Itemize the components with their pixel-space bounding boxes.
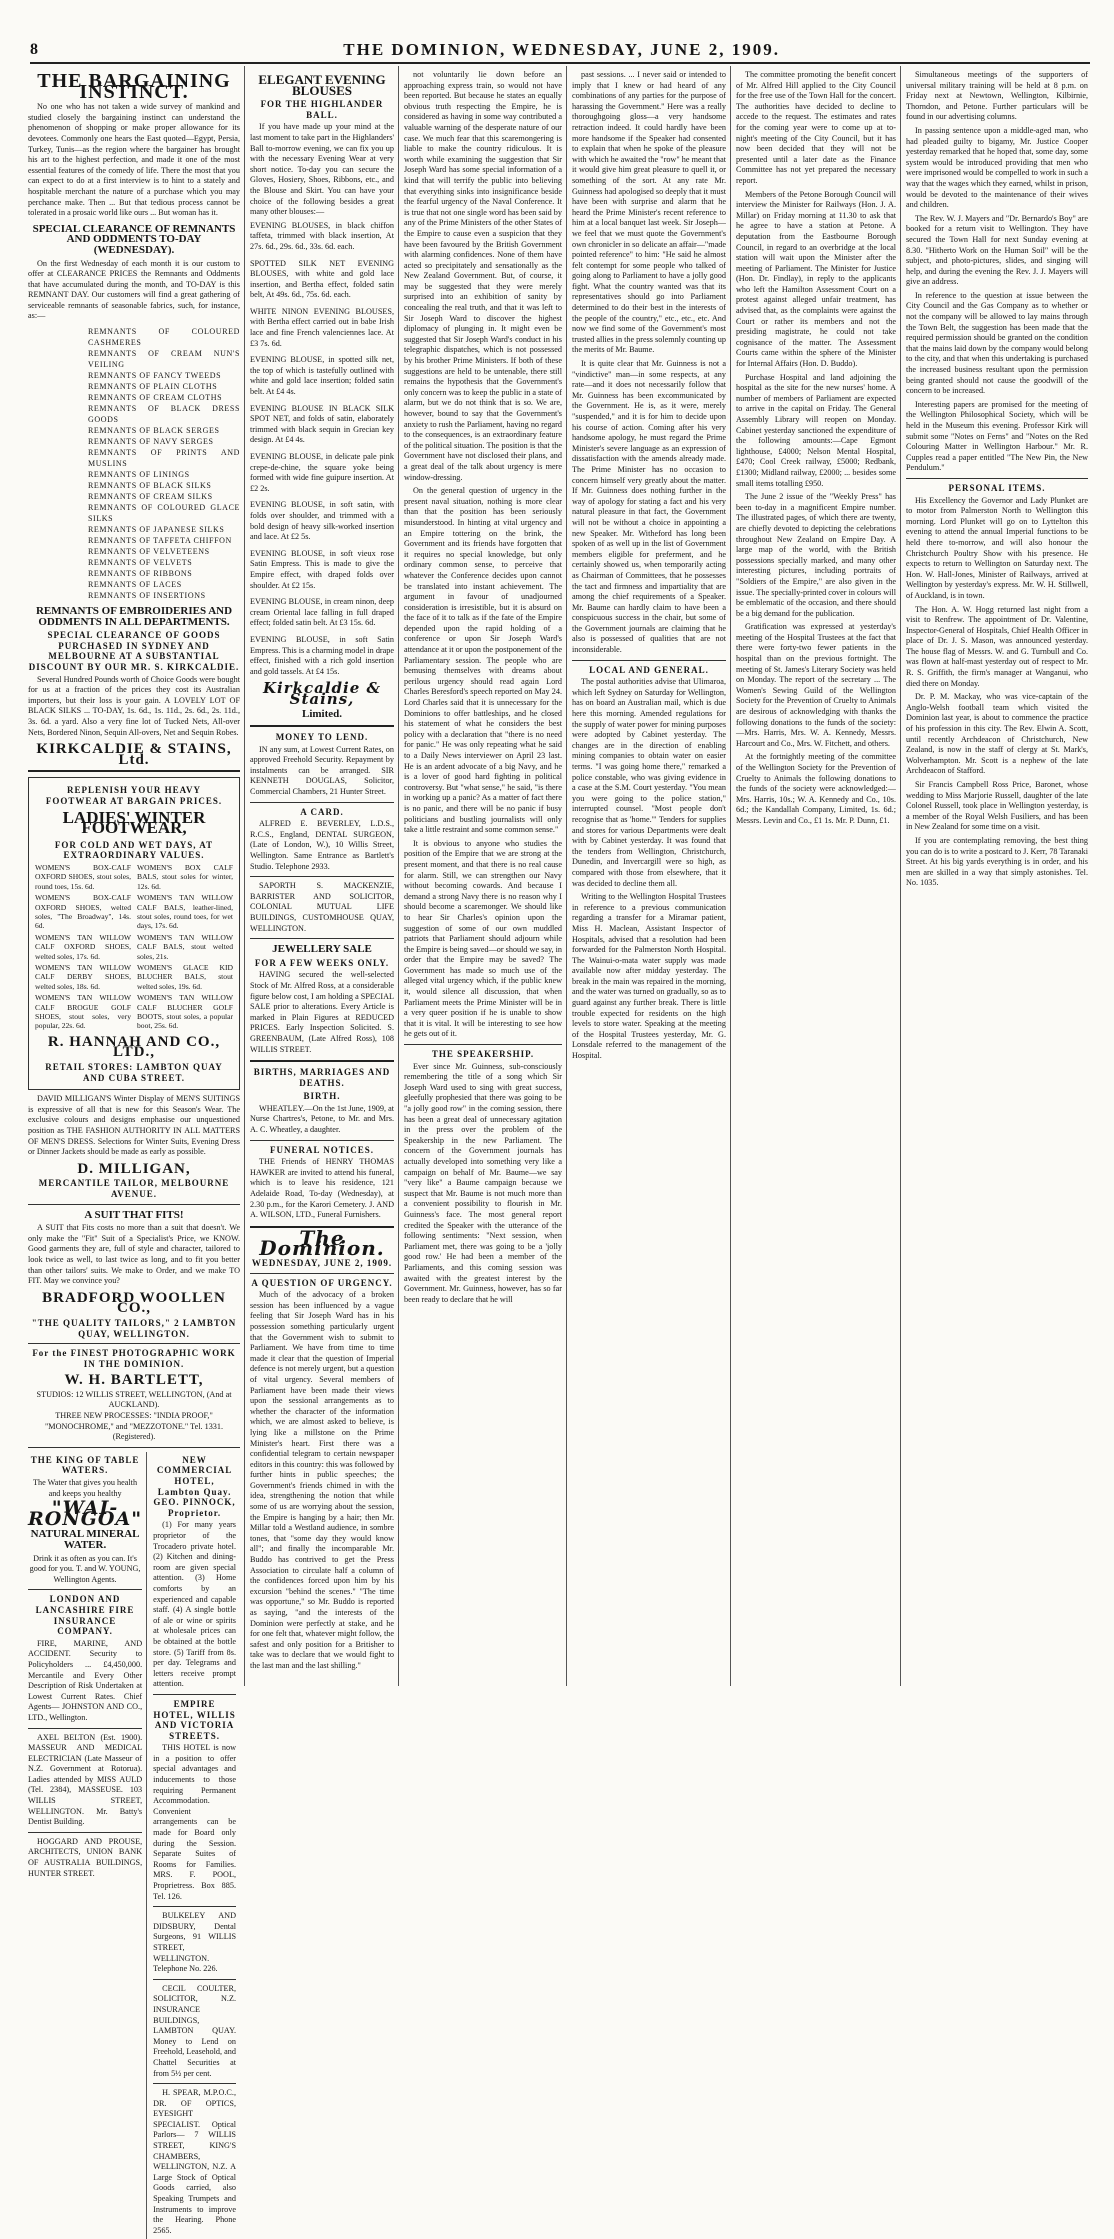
elegant-title: ELEGANT EVENING BLOUSES xyxy=(258,72,386,98)
card-text: ALFRED E. BEVERLEY, L.D.S., R.C.S., England, DENTAL SURGEON, (Late of London, W.), 10 Willis Street, Wellington. Same Entrance as Bartlett's Studio. Telephone 2933. xyxy=(250,819,394,871)
personal-text-5: If you are contemplating removing, the best thing you can do is to write a postcard to J. Kerr, 78 Taranaki Street. At his big yards everything is in order, and his men are skilled in a way that simply astonishes. Tel. No. 1035. xyxy=(906,835,1088,888)
urgency-title: A QUESTION OF URGENCY. xyxy=(251,1277,393,1288)
list-item: REMNANTS OF CREAM NUN'S VEILING xyxy=(88,349,240,370)
news-text-6: At the fortnightly meeting of the committee of the Wellington Society for the Prevention of Cruelty to Animals the following donations to the funds of the society were acknowledged:—Mrs. Harris, 10s.; W. A. Kennedy and Co., 10s. 6d.; the Kandallah Company, Limited, 1s. 6d.; Messrs. Levin and Co., £1 1s. Mr. P. Dunn, £1. xyxy=(736,752,896,825)
list-item: REMNANTS OF INSERTIONS xyxy=(88,591,206,601)
list-item: EVENING BLOUSE, in delicate pale pink crepe-de-chine, the square yoke being formed with wide fine guipure insertion. At £2 2s. xyxy=(250,452,394,493)
speakership-cont-1: past sessions. ... I never said or intended to imply that I knew or had heard of any combinations of any parties for the purpose of harassing the Government." Here was a really thoroughgoing gloss—a very handsome retraction indeed. It could hardly have been more handsome if the Speaker had consented to explain that when he spoke of the pleasure with which he awaited the "row" he meant that it would give him great pleasure to quell it, or something of the sort. At any rate Mr. Guinness had apologised so deeply that it must have been with surprise and alarm that he heard the Prime Minister's recent reference to him at a local banquet last week. Sir Joseph—we feel that we must quote the Government's own chronicler in so delicate an affair—"made pointed reference" to him: "He said he almost felt contempt for some people who talked of going along to Parliament to have a jolly good fight. What the country wanted was that its representatives should go into Parliament determined to do their best in the interests of the people of the country," etc., etc., etc. And now we find some of the Government's most trusted allies in the press solemnly counting up the merits of Mr. Baume. xyxy=(572,70,726,355)
coulter-ad: CECIL COULTER, SOLICITOR, N.Z. INSURANCE BUILDINGS, LAMBTON QUAY. Money to Lend on Freehold, Leasehold, and Chattel Securities at from 5½ per cent. xyxy=(153,1983,236,2078)
bartlett-head: For the FINEST PHOTOGRAPHIC WORK IN THE DOMINION. xyxy=(32,1348,236,1369)
speakership-title: THE SPEAKERSHIP. xyxy=(431,1049,535,1060)
list-item: REMNANTS OF NAVY SERGES xyxy=(88,437,214,447)
list-item: REMNANTS OF LACES xyxy=(88,580,182,590)
list-item: REMNANTS OF CREAM CLOTHS xyxy=(88,393,223,403)
footwear-grid xyxy=(35,863,233,1031)
editorial-text-2: On the general question of urgency in the present naval situation, nothing is more clear than that the position has been seriously misunderstood. In hinting at vital urgency and an Empire tottering on the brink, the Government and its friends have forgotten that it requires no special knowledge, but only ordinary common sense, to perceive that whatever the Conference decides upon cannot be translated into instant achievement. The argument in favour of unadjourned consideration is irresistible, but it is absurd on the face of it to talk as if the fate of the Empire depended upon the rapid holding of a conference or upon Sir Joseph Ward's attendance at it or upon the postponement of the Parliamentary session. The people who are bemusing themselves with dreams about perilous urgency should read again Lord Charles Beresford's speech reported on May 24. Lord Charles said that it is unnecessary for the Dominions to offer battleships, and he closed his statement of what he considers the best policy with a declaration that "there is no need for panic." He was only repeating what he said to a Daily News interviewer on April 23 last. He is an ardent advocate of a big Navy, and he is a lover of good hard fighting in political controversy. But "what sense," he said, "is there in working up a panic? As a matter of fact there is no panic, and there will be no panic if busy politicians and bustling journalists will only take a little restraint and some common sense." xyxy=(404,486,562,835)
jewellery-subtitle: FOR A FEW WEEKS ONLY. xyxy=(254,957,390,968)
clearance-text: On the first Wednesday of each month it is our custom to offer at CLEARANCE PRICES the Remnants and Oddments that have accumulated during the month, and TO-DAY is this REMNANT DAY. Our customers will find a great gathering of serviceable remnants of seasonable fabrics, such, for instance, as:— xyxy=(28,258,240,321)
bargaining-headline: THE BARGAINING INSTINCT. xyxy=(37,70,231,103)
spear-ad: H. SPEAR, M.P.O.C., DR. OF OPTICS, EYESIGHT SPECIALIST. Optical Parlors— 7 WILLIS STREET, KING'S CHAMBERS, WELLINGTON, N.Z. A Large Stock of Optical Goods carried, also Speaking Trumpets and Instruments to improve the Hearing. Phone 2565. xyxy=(153,2088,236,2235)
hoggard-ad: HOGGARD AND PROUSE, ARCHITECTS, UNION BANK OF AUSTRALIA BUILDINGS, HUNTER STREET. xyxy=(28,1836,143,1878)
column-4 xyxy=(572,70,726,1685)
list-item: EVENING BLOUSE, in soft Satin Empress. This is a charming model in drape effect, finished with a rich gold insertion and gold tassels. At £4 15s. xyxy=(250,634,395,676)
list-item: REMNANTS OF JAPANESE SILKS xyxy=(88,525,225,535)
news-text-4: The June 2 issue of the "Weekly Press" has been to-day in a magnificent Empire number. The illustrated pages, of which there are twenty, are chiefly devoted to depicting the celebrations throughout New Zealand on Empire Day. A large map of the world, with the British possessions specially marked, and many other interesting pictures, including portraits of "Soldiers of the Empire," are also given in the issue. The specially-printed cover in colours will be emblematic of the occasion, and there should be a big demand for the publication. xyxy=(736,492,896,618)
card-title: A CARD. xyxy=(300,806,344,817)
waironga-footer: Drink it as often as you can. It's good for you. T. and W. YOUNG, Wellington Agents. xyxy=(29,1553,141,1584)
money-title: MONEY TO LEND. xyxy=(275,732,369,743)
list-item: EVENING BLOUSES, in black chiffon taffeta, trimmed with black insertion, At 27s. 6d., 29s. 6d., 33s. 6d. each. xyxy=(250,220,394,251)
funeral-text: THE Friends of HENRY THOMAS HAWKER are invited to attend his funeral, which is to leave his residence, 121 Adelaide Road, To-day (Wednesday), at 2.30 p.m., for the Karori Cemetery. J. AND A. WILSON, LTD., Funeral Furnishers. xyxy=(250,1157,394,1220)
milligan-name: D. MILLIGAN, xyxy=(77,1160,191,1177)
page-number: 8 xyxy=(30,41,38,58)
bulkeley-ad: BULKELEY AND DIDSBURY, Dental Surgeons, 91 WILLIS STREET, WELLINGTON. Telephone No. 226. xyxy=(153,1911,236,1974)
editorial-text-3: It is obvious to anyone who studies the position of the Empire that we are strong at the present moment, and that there is no real cause for alarm. Still, we can strengthen our Navy without becoming cowards. And because I demand a strong Navy there is no reason why I should become a scaremonger. We should like to hear Sir Charles's opinion upon the suggestion of some of our own muddled patriots that Parliament should adjourn while the Empire is being saved—or should we say, in order that the Empire may be saved? The Government has made so much use of the alleged vital urgency which, if the public knew it, would silence all discussion, that when Parliament meets the Prime Minister will be in a very queer position if he is unable to show that it is vital. It will be interesting to see how he gets out of it. xyxy=(404,838,562,1039)
list-item: REMNANTS OF PRINTS AND MUSLINS xyxy=(88,448,240,469)
bartlett-address: STUDIOS: 12 WILLIS STREET, WELLINGTON, (And at AUCKLAND). xyxy=(36,1389,232,1410)
nc-hotel-name: NEW COMMERCIAL HOTEL, Lambton Quay. GEO. PINNOCK, Proprietor. xyxy=(153,1454,236,1518)
personal-text-1: His Excellency the Governor and Lady Plunket are to motor from Palmerston North to Wellington this morning. Lord Plunket will go on to Lyttelton this evening to attend the annual Imperial functions to be held there to-morrow, and will also honour the Christchurch Poultry Show with his presence. He expects to return to Wellington on Saturday next. The Hon. W. Hall-Jones, Minister of Railways, arrived at Wellington by yesterday's express. Mr. W. H. Stillwell, of Auckland, is in town. xyxy=(906,495,1088,600)
list-item: WOMEN'S GLACE KID BLUCHER BALS, stout welted soles, 19s. 6d. xyxy=(137,963,233,991)
footwear-subtitle: FOR COLD AND WET DAYS, AT EXTRAORDINARY VALUES. xyxy=(54,839,214,861)
news-text-11: Interesting papers are promised for the meeting of the Wellington Philosophical Society, which will be held in the Museum this evening. Professor Kirk will submit some "Notes on Ferns" and "Notes on the Red Colouring Matter in Wellington Harbour." Mr. R. Cupples read a paper entitled "The New Pin, the New Pendulum." xyxy=(906,399,1088,473)
personal-items-title: PERSONAL ITEMS. xyxy=(948,482,1046,493)
speakership-text: Ever since Mr. Guinness, sub-consciously remembering the title of a song which Sir Joseph Ward used to sing with great success, gleefully prophesied that there was going to be "a jolly good row" in the coming session, there has been a great deal of unnecessary agitation in the press over the problem of the Speakership in the new Parliament. The concern of the Government journals has actually developed into something very like a campaign on behalf of Mr. Baume—we say "very like" a Baume campaign because we suspect that Mr. Baume is not much more than a convenient possibility to flourish in Mr. Guinness's face. The most general report credited the Speaker with the utterance of the following sentiments: "Next session, when Parliament met, there was going to be a 'jolly good row.' He had been a member of the Parliaments, and this coming session was awaited with the greatest interest by the Government. Mr. Guinness, however, has so far been ready to declare that he will xyxy=(404,1061,562,1304)
jewellery-title: JEWELLERY SALE xyxy=(272,943,372,956)
list-item: WOMEN'S TAN WILLOW CALF BALS, stout welted soles, 21s. xyxy=(137,932,233,961)
local-general-title: LOCAL AND GENERAL. xyxy=(589,664,709,675)
list-item: WOMEN'S TAN WILLOW CALF BROGUE GOLF SHOES, stout soles, very popular, 22s. 6d. xyxy=(35,993,131,1031)
list-item: WOMEN'S TAN WILLOW CALF OXFORD SHOES, welted soles, 17s. 6d. xyxy=(35,932,131,961)
news-text-8: In passing sentence upon a middle-aged man, who had pleaded guilty to bigamy, Mr. Justice Cooper yesterday remarked that he hoped that, some day, some system would be introduced providing that men who were imprisoned would be compelled to work in such a way that the wages which they earned, whilst in prison, would be devoted to the maintenance of their wives and children. xyxy=(906,125,1088,210)
shop-name: KIRKCALDIE & STAINS, Ltd. xyxy=(36,741,232,768)
money-text: IN any sum, at Lowest Current Rates, on approved Freehold Security. Repayment by instalments can be arranged. SIR KENNETH DOUGLAS, Solicitor, Commercial Chambers, 21 Hunter Street. xyxy=(250,744,394,797)
dominion-date: WEDNESDAY, JUNE 2, 1909. xyxy=(251,1258,393,1268)
clearance-title: SPECIAL CLEARANCE OF REMNANTS AND ODDMENTS TO-DAY (WEDNESDAY). xyxy=(32,222,236,256)
waironga-text: The Water that gives you health and keeps you healthy xyxy=(33,1478,138,1498)
list-item: REMNANTS OF BLACK SERGES xyxy=(88,426,220,436)
personal-text-2: The Hon. A. W. Hogg returned last night from a visit to Renfrew. The appointment of Dr. Valentine, Inspector-General of Hospitals, Chief Health Officer in place of Dr. J. S. Mason, was announced yesterday. The house flag of Messrs. W. and G. Turnbull and Co. was flown at half-mast yesterday out of respect to Mr. R. S. Griffith, the firm's manager at Wanganui, who died there on Monday. xyxy=(906,604,1088,688)
bartlett-name: W. H. BARTLETT, xyxy=(64,1372,204,1389)
footwear-head: REPLENISH YOUR HEAVY FOOTWEAR AT BARGAIN PRICES. xyxy=(45,785,223,806)
column-3 xyxy=(404,70,562,1685)
bargaining-intro: No one who has not taken a wide survey of mankind and studied closely the bargaining instinct can understand the phenomenon of shopping or make proper allowance for its devotees. Commonly one hears the East quoted—Egypt, Persia, Turkey, Tunis—as the region where the bargainer has brought his art to the highest perfection, and made it one of the most essential features of the comedy of life. There the most that you can expect to do at a first interview is to hint to a stately and hospitable merchant the nature of a purchase which you may perchance make. Then ... But that tedious process cannot be tolerated in a prosaic world like ours ... But woman has it. xyxy=(28,102,240,218)
suit-text: A SUIT that Fits costs no more than a suit that doesn't. We only make the "Fit" Suit of a Specialist's Price, we KNOW. Good garments they are, full of style and character, tailored to look twice as well, to last twice as long, and to fit you better than other tailors' suits. We make to Order, and we make TO FIT. May we convince you? xyxy=(28,1223,240,1286)
mackenzie-ad: SAPORTH S. MACKENZIE, BARRISTER AND SOLICITOR, COLONIAL MUTUAL LIFE BUILDINGS, CUSTOMHOUSE QUAY, WELLINGTON. xyxy=(250,881,394,933)
jewellery-text: HAVING secured the well-selected Stock of Mr. Alfred Ross, at a considerable figure below cost, I am holding a SPECIAL SALE prior to alterations. Every Article is marked in Plain Figures at REDUCED PRICES. Early Inspection Solicited. S. GREENBAUM, (Late Alfred Ross), 108 WILLIS STREET. xyxy=(250,970,394,1054)
column-rule xyxy=(900,66,901,1686)
news-text-5: Gratification was expressed at yesterday's meeting of the Hospital Trustees at the fact that there were forty-two fewer patients in the hospital than on the previous fortnight. The meeting of St. James's Literary Society was held on Monday. The report of the secretary ... The Women's Sewing Guild of the Wellington Society for the Prevention of Cruelty to Animals are desirous of acknowledging with thanks the following donations to the funds of the society:—Mrs. Harris, Mrs. W. A. Kennedy, Messrs. Harcourt and Co., Mrs. W. Fitchett, and others. xyxy=(736,622,896,748)
list-item: EVENING BLOUSE IN BLACK SILK SPOT NET, and folds of satin, elaborately trimmed with black sequin in Grecian key design. At £4 4s. xyxy=(250,403,394,445)
list-item: WOMEN'S TAN WILLOW CALF DERBY SHOES, welted soles, 18s. 6d. xyxy=(35,963,131,991)
list-item: REMNANTS OF COLOURED CASHMERES xyxy=(88,327,240,348)
editorial-text-1: not voluntarily lie down before an approaching express train, so would not have been reported. But because he states an equally obvious truth respecting the Empire, he is considered as having in some way contributed a valuable warning of the desperate nature of our case. We much fear that this scaremongering is liable to make the country ridiculous. It is worth while examining the suggestion that Sir Joseph Ward has some special information of a kind that will terrify the public into believing that everything sinks into insignificance beside the fearful urgency of the Naval Conference. It is true that not one single word has been said by any of the Prime Ministers of the other States of the Empire to cause even a suspicion that they have been favoured by the British Government with alarming confidences. None of them have acted so precipitately and sensationally as the New Zealand Government. But, of course, it may be suggested that they were merely surprised into an exhibition of sanity by concealing the real truth, and that it was left to Sir Joseph Ward to discover the highest diplomacy of plunging in. It might even be suggested that Sir Joseph Ward's conduct in his telegraphic dispatches, which is not possessed by his brother Prime Ministers. If both of these suggestions are held to be untenable, there still remains the hypothesis that the Government's only concern was to keep the public in a state of alarm, but we do not think that is so. We are, however, bound to say that the Government's anxiety to rush the Parliament, having no regard to the consequences, is an extraordinary feature of the political situation. The position is that the Government have not disclosed their plans, and a great deal of the talk about urgency is mere window-dressing. xyxy=(404,70,562,482)
news-text-10: In reference to the question at issue between the City Council and the Gas Company as to whether or not the company will be allowed to lay mains through the Town Belt, the suggestion has been made that the required permission should be granted on the condition that the mains laid down by the company would belong to the city, and that when this undertaking is purchased the increased business resultant upon the permission being granted should not cause the goodwill of the concern to be increased. xyxy=(906,290,1088,396)
birth-text: WHEATLEY.—On the 1st June, 1909, at Nurse Chartres's, Petone, to Mr. and Mrs. A. C. Wheatley, a daughter. xyxy=(250,1103,394,1135)
footwear-title: LADIES' WINTER FOOTWEAR, xyxy=(62,807,206,838)
list-item: REMNANTS OF RIBBONS xyxy=(88,569,193,579)
funeral-title: FUNERAL NOTICES. xyxy=(269,1144,375,1155)
footwear-ad xyxy=(28,777,240,1090)
list-item: WHITE NINON EVENING BLOUSES, with Bertha effect carried out in babe Irish lace and fine French valenciennes lace. At £3 7s. 6d. xyxy=(250,306,394,348)
bradford-name: BRADFORD WOOLLEN CO., xyxy=(42,1289,226,1317)
small-ads-left xyxy=(28,1452,147,2239)
masthead xyxy=(30,38,1090,64)
kirkcaldie-limited: Limited. xyxy=(301,708,343,721)
list-item: REMNANTS OF LININGS xyxy=(88,470,190,480)
list-item: WOMEN'S BOX-CALF OXFORD SHOES, welted soles, "The Broadway", 14s. 6d. xyxy=(35,893,131,931)
dominion-nameplate: The Dominion. xyxy=(259,1225,385,1261)
list-item: REMNANTS OF COLOURED GLACE SILKS xyxy=(88,503,240,524)
list-item: WOMEN'S TAN WILLOW CALF BALS, leather-lined, stout soles, round toes, for wet days, 17s. 6d. xyxy=(137,893,233,931)
list-item: WOMEN'S BOX CALF BALS, stout soles for winter, 12s. 6d. xyxy=(137,862,233,891)
nc-hotel-text: (1) For many years proprietor of the Trocadero private hotel. (2) Kitchen and dining-room are given special attention. (3) Home comforts by an experienced and capable staff. (4) A single bottle of ale or wine or spirits at wholesale prices can be obtained at the bottle store. (5) Tariff from 8s. per day. Telegrams and letters receive prompt attention. xyxy=(153,1520,236,1689)
elegant-subtitle: FOR THE HIGHLANDER BALL. xyxy=(260,99,384,120)
empire-hotel-text: THIS HOTEL is now in a position to offer special advantages and inducements to those requiring Permanent Accommodation. Convenient arrangements can be made for Board only during the Session. Separate Suites of Rooms for Families. MRS. F. POOL, Proprietress. Box 885. Tel. 126. xyxy=(153,1743,236,1901)
embroideries-subtitle: SPECIAL CLEARANCE OF GOODS PURCHASED IN SYDNEY AND MELBOURNE AT A SUBSTANTIAL DISCOUNT BY OUR MR. S. KIRKCALDIE. xyxy=(28,630,240,673)
small-ads-right xyxy=(153,1452,240,2239)
news-text-3: Purchase Hospital and land adjoining the hospital as the site for the new nurses' home. A number of members of Parliament are expected to arrive in the capital on Friday. The General Assembly Library will reopen on Monday. Cabinet yesterday sanctioned the expenditure of the following amounts:—Cape Egmont lighthouse, £4000; Nelson Mental Hospital, £470; Cool Creek railway, £5000; Redbank, £1300; Midland railway, £2000; ... besides some small items totalling £950. xyxy=(736,372,896,488)
embroideries-text: Several Hundred Pounds worth of Choice Goods were bought for us at a fraction of the prices they cost its Australian importers, but their loss is your gain. A LOVELY LOT OF BLACK SILKS ... TO-DAY, 1s. 6d., 1s. 11d., 2s. 6d., 2s. 11d., 3s. 6d. a yard. Also a very fine lot of Tucked Nets, All-over Nets, Bordered Ninon, Sequin All-overs, Net and Sequin Robes. xyxy=(28,674,240,737)
list-item: REMNANTS OF CREAM SILKS xyxy=(88,492,213,502)
list-item: REMNANTS OF PLAIN CLOTHS xyxy=(88,382,218,392)
waironga-name: "WAI-RONGOA" xyxy=(28,1497,143,1530)
news-text-2: Members of the Petone Borough Council will interview the Minister for Railways (Hon. J. A. Millar) on Friday morning at 11.30 to ask that he agree to have a station at Petone. A deputation from the Eastbourne Borough Council, in regard to an overbridge at the local station will wait upon the Minister after the meeting of Parliament. The Minister for Justice (Hon. Dr. Findlay), in reply to the applicants who left the Hamilton Assessment Court on a protest against alleged unfair treatment, has advised that, as the complaints were against the Court or rather its members and not the presiding magistrate, he could not take cognisance of the matter. The Assessment Courts came within the sphere of the Minister for Internal Affairs (Hon. D. Buddo). xyxy=(736,189,896,369)
kirkcaldie-name: Kirkcaldie & Stains, xyxy=(262,679,382,708)
list-item: REMNANTS OF VELVETEENS xyxy=(88,547,210,557)
list-item: SPOTTED SILK NET EVENING BLOUSES, with white and gold lace insertion, and Bertha effect, folded satin belt, At 49s. 6d., 75s. 6d. each. xyxy=(250,258,394,300)
list-item: REMNANTS OF TAFFETA CHIFFON xyxy=(88,536,232,546)
waironga-subtitle: NATURAL MINERAL WATER. xyxy=(30,1528,140,1551)
milligan-text: DAVID MILLIGAN'S Winter Display of MEN'S SUITINGS is expressive of all that is new for this Season's Wear. The exclusive colours and designs emphasise our unquestioned position as THE FASHION AUTHORITY IN ALL MATTERS OF MEN'S DRESS. Selections for Winter Suits, Evening Dress or Dinner Jackets should be made as early as possible. xyxy=(28,1094,240,1157)
empire-hotel-name: EMPIRE HOTEL, WILLIS AND VICTORIA STREETS. xyxy=(153,1698,236,1741)
list-item: REMNANTS OF FANCY TWEEDS xyxy=(88,371,222,381)
milligan-address: MERCANTILE TAILOR, MELBOURNE AVENUE. xyxy=(38,1178,230,1199)
urgency-text: Much of the advocacy of a broken session has been influenced by a vague feeling that Sir Joseph Ward has in his possession something particularly urgent that the Government wish to submit to Parliament. We have from time to time made it clear that the question of Imperial defence is not merely urgent, but a question of vital urgency. Several members of Parliament have been made their views upon the sessional arrangements as to whether the character of the information which, we are almost asked to believe, is lying like a millstone on the Prime Minister's heart. First there was a confidential telegram to certain newspaper editors in this country: this was followed by further hints in public speeches; the Government's friends chimed in with the idea, strengthening the notion that while some of us are worrying about the session, the Empire is hanging by a hair; then Mr. Millar told a Westland audience, in sombre tones, that "some day they would know all"; and finally the incomparable Mr. Buddo has contrived to get the Press Association to circulate half a column of the confidences forced upon him by his excursion "behind the scenes." "The time was opportune," so Mr. Buddo is reported as saying, "and the interests of the Dominion were perfectly at stake, and he for one felt that, whatever might follow, the safest and only position for a Britisher to take was to declare that we would fight to the last man and the last shilling." xyxy=(250,1290,394,1670)
suit-title: A SUIT THAT FITS! xyxy=(84,1208,184,1221)
list-item: WOMEN'S TAN WILLOW CALF BLUCHER GOLF BOOTS, stout soles, a popular boot, 25s. 6d. xyxy=(137,993,233,1031)
hannah-name: R. HANNAH AND CO., LTD., xyxy=(47,1033,221,1061)
bartlett-processes: THREE NEW PROCESSES: "INDIA PROOF," "MONOCHROME," and "MEZZOTONE." Tel. 1331. (Registered). xyxy=(44,1411,224,1442)
column-6 xyxy=(906,70,1088,1685)
list-item: WOMEN'S BOX-CALF OXFORD SHOES, stout soles, round toes, 15s. 6d. xyxy=(35,862,131,891)
waironga-head: THE KING OF TABLE WATERS. xyxy=(30,1454,140,1476)
news-text-9: The Rev. W. J. Mayers and "Dr. Bernardo's Boy" are booked for a return visit to Wellington. They have secured the Town Hall for next Sunday evening at 8.30. "Hitherto Work on the Human Soil" will be the subject, and photo-pictures, slides, and singing will help, and during the evening the Rev. J. J. Mayers will give an address. xyxy=(906,213,1088,287)
masthead-spacer xyxy=(1085,42,1090,59)
embroideries-title: REMNANTS OF EMBROIDERIES AND ODDMENTS IN ALL DEPARTMENTS. xyxy=(35,605,233,628)
column-rule xyxy=(566,66,567,1686)
birth-head: BIRTH. xyxy=(303,1091,341,1102)
personal-text-3: Dr. P. M. Mackay, who was vice-captain of the Anglo-Welsh football team which visited the Dominion last year, is about to commence the practice of his profession in this city. The Rev. Elwin A. Scott, until recently Archdeacon of Christchurch, New Zealand, is now in the staff of clergy at St. Mark's, Wolverhampton. Mr. Scott is a nephew of the late Archdeacon of Stafford. xyxy=(906,692,1088,776)
masthead-title: THE DOMINION, WEDNESDAY, JUNE 2, 1909. xyxy=(343,40,780,59)
column-rule xyxy=(730,66,731,1686)
news-text-7: Simultaneous meetings of the supporters of universal military training will be held at 8 p.m. on Friday next at Newtown, Wellington, Kilbirnie, Thorndon, and Petone. Further particulars will be found in our advertising columns. xyxy=(906,70,1088,122)
column-rule xyxy=(398,66,399,1686)
news-text-1: The committee promoting the benefit concert of Mr. Alfred Hill applied to the City Council for the free use of the Town Hall for the concert. The authorities have decided to decline to accede to the request. The estimates and rates for the coming year were to come up at to-night's meeting of the City Council, but it has now been decided that they will not be presented until a later date as the Finance Committee has not yet prepared the necessary report. xyxy=(736,70,896,185)
hannah-subtitle: RETAIL STORES: LAMBTON QUAY AND CUBA STREET. xyxy=(45,1062,223,1083)
list-item: EVENING BLOUSE, in cream ninon, deep cream Oriental lace falling in full draped effect; folded satin belt. At £3 15s. 6d. xyxy=(250,597,394,628)
speakership-cont-2: It is quite clear that Mr. Guinness is not a "vindictive" man—in some respects, at any rate—and it does not necessarily follow that Mr. Guinness has been excommunicated by the Government. He is, as it were, merely "suspended," and it is for him to decide upon his course of action. Coming after his very handsome apology, he must regard the Prime Minister's severe language as an expression of dissatisfaction with the amends already made. The Prime Minister has no occasion to concern himself very greatly about the matter. If Mr. Guinness does nothing further in the way of apology for stating a fact and his very natural pleasure in that fact, the Government will not be without a choice in appointing a new Speaker. Mr. Witheford has long been spoken of as well up in the list of Government members eligible for preferment, and he certainly showed us, when temporarily acting as Chairman of Committees, that he possesses the tact and firmness and impartiality that are among the chief requirements of a Speaker. Mr. Baume can hardly claim to have been a conspicuous success in the chair, but some of the Government journals are claiming that he also is possessed of qualities that are not inconsiderable. xyxy=(572,359,726,655)
list-item: EVENING BLOUSE, in soft satin, with folds over shoulder, and trimmed with a bold design of heavy silk-worked insertion and lace. At £2 5s. xyxy=(250,500,394,542)
small-ads-grid xyxy=(28,1452,240,2239)
remnants-list xyxy=(28,326,240,601)
list-item: EVENING BLOUSE, in soft vieux rose Satin Empress. This is made to give the Empire effect, with draped folds over shoulder. At £2 15s. xyxy=(250,548,394,590)
bradford-subtitle: "THE QUALITY TAILORS," 2 LAMBTON QUAY, WELLINGTON. xyxy=(31,1317,237,1339)
column-2 xyxy=(250,70,394,1685)
local-general-text-2: Writing to the Wellington Hospital Trustees in reference to a previous communication regarding a transfer for a Miramar patient, Miss H. Maclean, Assistant Inspector of Hospitals, advised that a resolution had been forwarded for the Palmerston North Hospital. The Wainui-o-mata water supply was made available now after midday yesterday. The break in the main was repaired in the morning, and the water was turned on gradually, so as to guard against any further break. There is little trouble expected for residents on the high levels to store water. Speaking at the meeting of the Hospital Trustees yesterday, Mr. G. Lonsdale referred to the management of the Hospital. xyxy=(572,892,726,1061)
local-general-text: The postal authorities advise that Ulimaroa, which left Sydney on Saturday for Wellington, has on board an Australian mail, which is due here this morning. Amended regulations for the supply of water power for mining purposes were adopted by Cabinet yesterday. The changes are in the direction of enabling mining companies to obtain water on easier terms. "I was going home there," remarked a police constable, who was giving evidence in a case at the S.M. Court yesterday. "You mean you were going to the police station," interrupted counsel. "Most people don't recognise that as 'home.'" Tenders for supplies and stores for various Departments were dealt with by Cabinet yesterday. It was found that the tenders from Wellington, Christchurch, Dunedin, and Invercargill were so high, as compared with those from elsewhere, that it was decided to decline them all. xyxy=(572,677,726,888)
belton-ad: AXEL BELTON (Est. 1900). MASSEUR AND MEDICAL ELECTRICIAN (Late Masseur of N.Z. Government at Rotorua). Ladies attended by MISS AULD (Tel. 2384), MASSEUSE. 103 WILLIS STREET, WELLINGTON. Mr. Batty's Dentist Building. xyxy=(28,1732,143,1827)
list-item: REMNANTS OF BLACK DRESS GOODS xyxy=(88,404,240,425)
london-name: LONDON AND LANCASHIRE FIRE INSURANCE COMPANY. xyxy=(35,1594,135,1637)
births-title: BIRTHS, MARRIAGES AND DEATHS. xyxy=(253,1067,391,1088)
elegant-intro: If you have made up your mind at the last moment to take part in the Highlanders' Ball to-morrow evening, we can fix you up with the necessary Evening Wear at very short notice. To-day you can secure the Gloves, Hosiery, Shoes, Ribbons, etc., and the Blouse and Skirt. You can have your choice of the following besides a great many other blouses:— xyxy=(250,122,394,217)
list-item: EVENING BLOUSE, in spotted silk net, the top of which is tastefully outlined with white and gold lace insertion; folded satin belt. At £4 4s. xyxy=(250,355,394,397)
column-5 xyxy=(736,70,896,1685)
london-text: FIRE, MARINE, AND ACCIDENT. Security to Policyholders ... £4,450,000. Mercantile and Every Other Description of Risk Undertaken at Lowest Current Rates. Chief Agents— JOHNSTON AND CO., LTD., Wellington. xyxy=(28,1638,143,1722)
list-item: REMNANTS OF VELVETS xyxy=(88,558,193,568)
list-item: REMNANTS OF BLACK SILKS xyxy=(88,481,212,491)
column-1 xyxy=(28,70,240,2235)
column-rule xyxy=(244,66,245,1686)
personal-text-4: Sir Francis Campbell Ross Price, Baronet, whose wedding to Miss Marjorie Russell, daughter of the late Colonel Russell, took place in Wellington yesterday, is a member of the Royal Welsh Fusiliers, and has been in New Zealand for some time on a visit. xyxy=(906,780,1088,832)
